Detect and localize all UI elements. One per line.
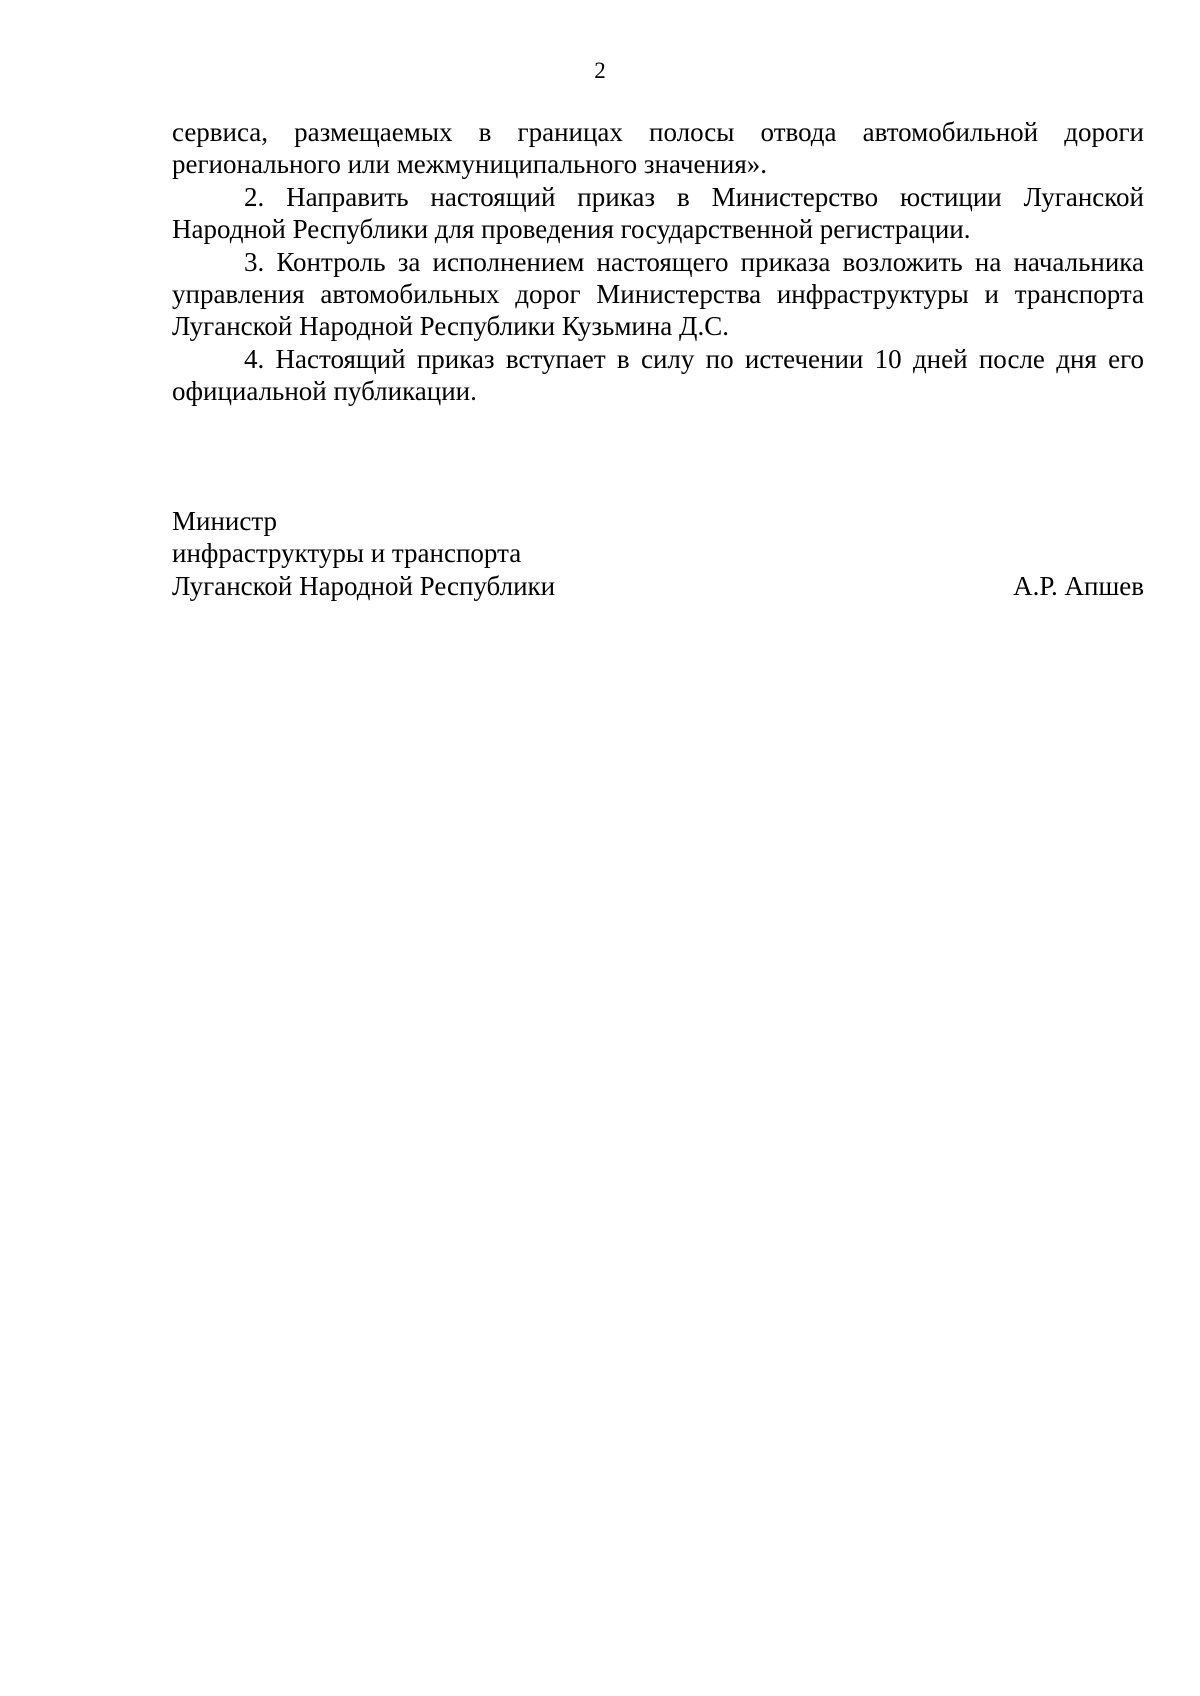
signatory-position-line-3: Луганской Народной Республики — [172, 570, 556, 601]
signatory-position-line-2: инфраструктуры и транспорта — [172, 538, 522, 569]
page-number: 2 — [594, 58, 606, 83]
signatory-name: А.Р. Апшев — [1013, 570, 1144, 601]
paragraph-item-4: 4. Настоящий приказ вступает в силу по истечении 10 дней после дня его официальной публикации. — [172, 343, 1144, 407]
order-body — [172, 116, 1144, 408]
signature-block — [172, 505, 1144, 602]
paragraph-continuation: сервиса, размещаемых в границах полосы отвода автомобильной дороги регионального или межмуниципального значения». — [172, 117, 1144, 180]
paragraph-item-3: 3. Контроль за исполнением настоящего приказа возложить на начальника управления автомобильных дорог Министерства инфраструктуры и транспорта Луганской Народной Республики Кузьмина Д.С. — [172, 246, 1144, 342]
signatory-position-line-1: Министр — [172, 506, 277, 536]
signature-row — [172, 570, 1144, 602]
paragraph-item-2: 2. Направить настоящий приказ в Министерство юстиции Луганской Народной Республики для проведения государственной регистрации. — [172, 181, 1144, 245]
